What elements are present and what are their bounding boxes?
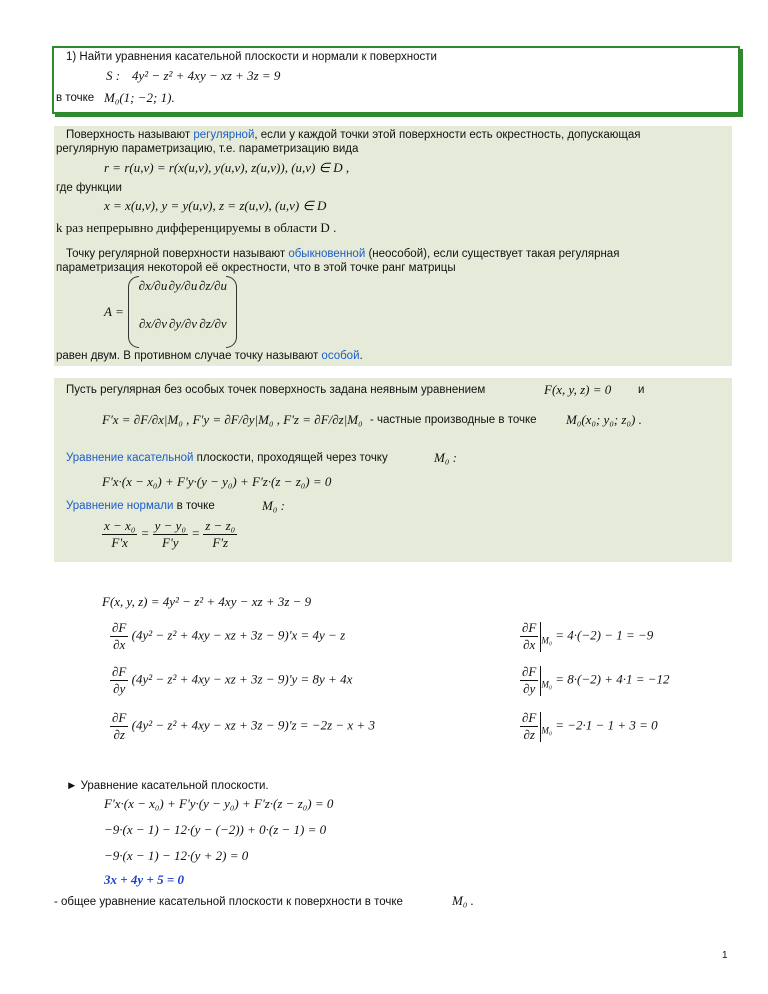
normal-den-y: F'y [162,535,179,550]
where-text: где функции [56,182,122,194]
tangent-line-2: −9·(x − 1) − 12·(y − (−2)) + 0·(z − 1) = 0 [104,822,327,837]
matrix-label: A = [104,304,124,319]
matrix-r2c1: ∂x/∂v [139,316,167,331]
tangent-result: 3x + 4y + 5 = 0 [104,872,184,887]
term-ordinary: обыкновенной [288,248,366,260]
implicit-equation: F(x, y, z) = 0 [544,382,612,397]
matrix-r1c1: ∂x/∂u [138,278,168,293]
normal-point: M₀ : [262,498,285,513]
dFdz-value: = −2·1 − 1 + 3 = 0 [555,717,658,733]
jacobian-matrix [128,276,238,348]
normal-num-x: x − x₀ [104,518,136,533]
dFdz-expression: (4y² − z² + 4xy − xz + 3z − 9)'z = −2z − x + 3 [131,717,375,733]
tangent-plane-def: Уравнение касательной плоскости, проходящей через точку [66,452,388,464]
term-tangent: Уравнение касательной [66,452,194,464]
regular-p2-cont: параметризация некоторой её окрестности, что в этой точке ранг матрицы [56,262,456,274]
normal-num-y: y − y₀ [154,518,186,533]
term-regular: регулярной [193,129,255,141]
implicit-p1: Пусть регулярная без особых точек поверхность задана неявным уравнением [66,384,486,396]
task-title: 1) Найти уравнения касательной плоскости и нормали к поверхности [66,51,437,63]
dFdy-value-row: $\frac{\partial F}{\partial y}$ $_{M_0}$ = 8·(−2) + 4·1 = −12 [522,664,670,696]
tangent-footer: - общее уравнение касательной плоскости к поверхности в точке [54,896,403,908]
funcs-equation: x = x(u,v), y = y(u,v), z = z(u,v), (u,v) ∈ D [104,198,327,213]
regular-p2: Точку регулярной поверхности называют обыкновенной (неособой), если существует такая регулярная [66,248,620,260]
page-number: 1 [722,950,728,961]
implicit-surface-box [54,378,732,562]
surface-equation: 4y² − z² + 4xy − xz + 3z = 9 [132,68,281,83]
regular-surface-box [54,126,732,366]
dFdx-expression: (4y² − z² + 4xy − xz + 3z − 9)'x = 4y − z [131,627,346,643]
normal-den-x: F'x [111,535,128,550]
dFdy-row: $\frac{\partial F}{\partial y}$ (4y² − z² + 4xy − xz + 3z − 9)'y = 8y + 4x [112,664,353,696]
regular-p1: Поверхность называют регулярной, если у каждой точки этой поверхности есть окрестность, допускающая [66,129,641,141]
matrix-r2c3: ∂z/∂v [199,316,227,331]
dFdz-row: $\frac{\partial F}{\partial z}$ (4y² − z² + 4xy − xz + 3z − 9)'z = −2z − x + 3 [112,710,375,742]
normal-num-z: z − z₀ [205,518,236,533]
tangent-plane-point: M₀ : [434,450,457,465]
matrix-r2c2: ∂y/∂v [169,316,197,331]
matrix-r1c3: ∂z/∂u [198,278,228,293]
param-equation: r = r(u,v) = r(x(u,v), y(u,v), z(u,v)), (u,v) ∈ D , [104,160,350,175]
normal-def: Уравнение нормали в точке [66,500,215,512]
tangent-plane-equation: F'x·(x − x₀) + F'y·(y − y₀) + F'z·(z − z₀) = 0 [102,474,332,489]
tangent-line-3: −9·(x − 1) − 12·(y + 2) = 0 [104,848,249,863]
F-definition: F(x, y, z) = 4y² − z² + 4xy − xz + 3z − 9 [102,594,312,609]
tangent-line-1: F'x·(x − x₀) + F'y·(y − y₀) + F'z·(z − z₀) = 0 [104,796,334,811]
dFdx-value-row: $\frac{\partial F}{\partial x}$ $_{M_0}$ = 4·(−2) − 1 = −9 [522,620,654,652]
tangent-footer-point: M₀ . [452,893,474,908]
k-text: k раз непрерывно дифференцируемы в области D . [56,220,337,235]
partials-def: F'x = ∂F/∂x|M₀ , F'y = ∂F/∂y|M₀ , F'z = ∂F/∂z|M₀ [102,412,363,427]
term-normal: Уравнение нормали [66,500,174,512]
partials-point: M₀(x₀; y₀; z₀) . [566,412,642,427]
dFdx-value: = 4·(−2) − 1 = −9 [555,627,654,643]
task-box [52,46,740,114]
tangent-header: ► Уравнение касательной плоскости. [66,780,269,792]
dFdy-expression: (4y² − z² + 4xy − xz + 3z − 9)'y = 8y + 4x [131,671,353,687]
dFdz-value-row: $\frac{\partial F}{\partial z}$ $_{M_0}$ = −2·1 − 1 + 3 = 0 [522,710,658,742]
normal-equation: $\frac{\text{x − x₀}}{F'x}$ = $\frac{\text{y − y₀}}{F'y}$ = $\frac{\text{z − z₀}}{F'z}$ [104,518,236,550]
implicit-and: и [638,384,645,396]
point-text: в точке [56,92,95,104]
normal-den-z: F'z [212,535,229,550]
dFdx-row: $\frac{\partial F}{\partial x}$ (4y² − z² + 4xy − xz + 3z − 9)'x = 4y − z [112,620,346,652]
dFdy-value: = 8·(−2) + 4·1 = −12 [555,671,670,687]
point-value: M₀(1; −2; 1). [104,90,175,105]
matrix-r1c2: ∂y/∂u [168,278,198,293]
partials-text: - частные производные в точке [370,414,537,426]
regular-p3: равен двум. В противном случае точку называют особой. [56,350,363,362]
term-singular: особой [321,350,360,362]
regular-p1-cont: регулярную параметризацию, т.е. параметризацию вида [56,143,359,155]
surface-label: S : [106,68,121,83]
